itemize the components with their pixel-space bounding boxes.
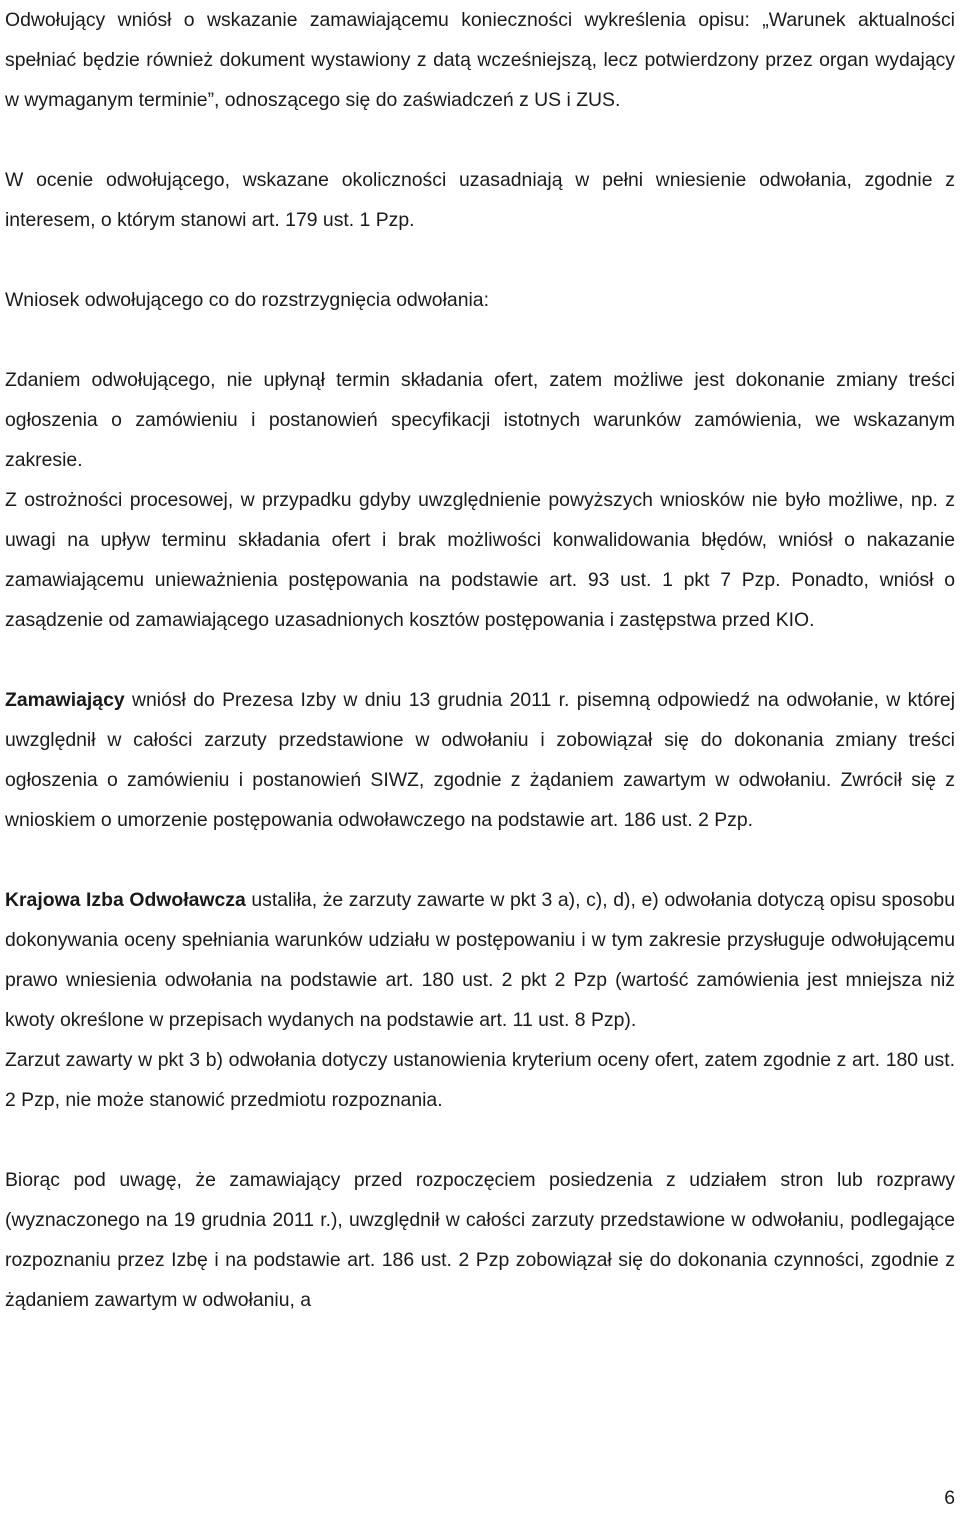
paragraph-bioracpod-uwage: Biorąc pod uwagę, że zamawiający przed rozpoczęciem posiedzenia z udziałem stron lub rozprawy (wyznaczonego na 19 grudnia 2011 r.), uwzględnił w całości zarzuty przedstawione w odwołaniu, podlegające rozpoznaniu przez Izbę i na podstawie art. 186 ust. 2 Pzp zobowiązał się do dokonania czynności, zgodnie z żądaniem zawartym w odwołaniu, a xyxy=(5,1169,955,1311)
paragraph-zdaniem-odwolujacego: Zdaniem odwołującego, nie upłynął termin składania ofert, zatem możliwe jest dokonanie zmiany treści ogłoszenia o zamówieniu i postanowień specyfikacji istotnych warunków zamówienia, we wskazanym zakresie. xyxy=(5,369,955,471)
paragraph-spacer xyxy=(5,1120,955,1160)
paragraph-text: wniósł do Prezesa Izby w dniu 13 grudnia 2011 r. pisemną odpowiedź na odwołanie, w której uwzględnił w całości zarzuty przedstawione w odwołaniu i zobowiązał się do dokonania zmiany treści ogłoszenia o zamówieniu i postanowień SIWZ, zgodnie z żądaniem zawartym w odwołaniu. Zwrócił się z wnioskiem o umorzenie postępowania odwoławczego na podstawie art. 186 ust. 2 Pzp. xyxy=(5,689,955,831)
paragraph-wniosek-heading: Wniosek odwołującego co do rozstrzygnięcia odwołania: xyxy=(5,289,489,311)
paragraph-ostroznosc-procesowa: Z ostrożności procesowej, w przypadku gdyby uwzględnienie powyższych wniosków nie było możliwe, np. z uwagi na upływ terminu składania ofert i brak możliwości konwalidowania błędów, wniósł o nakazanie zamawiającemu unieważnienia postępowania na podstawie art. 93 ust. 1 pkt 7 Pzp. Ponadto, wniósł o zasądzenie od zamawiającego uzasadnionych kosztów postępowania i zastępstwa przed KIO. xyxy=(5,489,955,631)
paragraph-zamawiajacy xyxy=(5,680,955,840)
paragraph-spacer xyxy=(5,640,955,680)
paragraph-kio-ustalila xyxy=(5,880,955,1040)
paragraph-spacer xyxy=(5,120,955,160)
paragraph-warunek-aktualnosci: Odwołujący wniósł o wskazanie zamawiającemu konieczności wykreślenia opisu: „Warunek aktualności spełniać będzie również dokument wystawiony z datą wcześniejszą, lecz potwierdzony przez organ wydający w wymaganym terminie”, odnoszącego się do zaświadczeń z US i ZUS. xyxy=(5,9,955,111)
paragraph-text: ustaliła, że zarzuty zawarte w pkt 3 a), c), d), e) odwołania dotyczą opisu sposobu dokonywania oceny spełniania warunków udziału w postępowaniu i w tym zakresie przysługuje odwołującemu prawo wniesienia odwołania na podstawie art. 180 ust. 2 pkt 2 Pzp (wartość zamówienia jest mniejsza niż kwoty określone w przepisach wydanych na podstawie art. 11 ust. 8 Pzp). xyxy=(5,889,955,1031)
paragraph-zarzut-pkt3b: Zarzut zawarty w pkt 3 b) odwołania dotyczy ustanowienia kryterium oceny ofert, zatem zgodnie z art. 180 ust. 2 Pzp, nie może stanowić przedmiotu rozpoznania. xyxy=(5,1049,955,1111)
page-number: 6 xyxy=(944,1487,955,1509)
paragraph-ocena-odwolujacego: W ocenie odwołującego, wskazane okoliczności uzasadniają w pełni wniesienie odwołania, zgodnie z interesem, o którym stanowi art. 179 ust. 1 Pzp. xyxy=(5,169,955,231)
bold-party-name: Zamawiający xyxy=(5,689,125,711)
paragraph-spacer xyxy=(5,840,955,880)
paragraph-spacer xyxy=(5,240,955,280)
paragraph-spacer xyxy=(5,320,955,360)
bold-party-name: Krajowa Izba Odwoławcza xyxy=(5,889,246,911)
document-page xyxy=(5,0,955,1320)
